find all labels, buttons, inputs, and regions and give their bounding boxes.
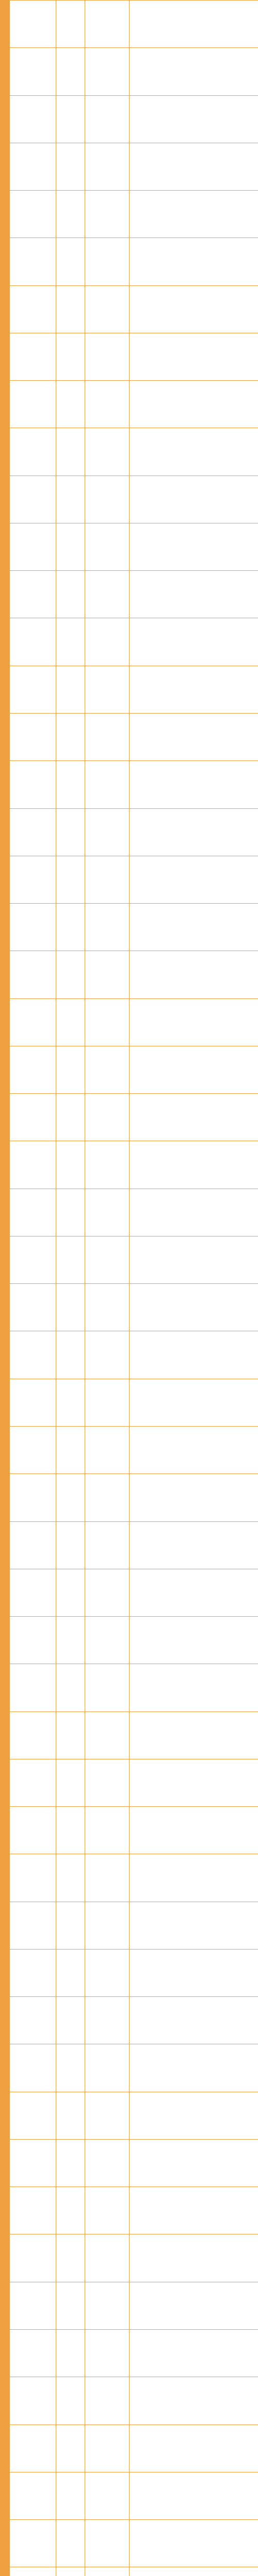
cell-activity-name (10, 1379, 56, 1426)
cell-activity-date (56, 143, 85, 190)
table-row (10, 1711, 258, 1759)
cell-activity-date (56, 713, 85, 760)
cell-activity-description (130, 1711, 258, 1759)
table-row (10, 1141, 258, 1189)
cell-activity-date (56, 1141, 85, 1189)
cell-activity-name (10, 1711, 56, 1759)
cell-activity-name (10, 333, 56, 380)
cell-activity-name (10, 571, 56, 618)
cell-activity-date (56, 1807, 85, 1854)
cell-activity-place (85, 2282, 130, 2329)
cell-activity-name (10, 2092, 56, 2139)
cell-activity-date (56, 2139, 85, 2187)
cell-activity-name (10, 2139, 56, 2187)
cell-activity-name (10, 1141, 56, 1189)
cell-activity-place (85, 1379, 130, 1426)
cell-activity-date (56, 333, 85, 380)
cell-activity-date (56, 191, 85, 238)
cell-activity-place (85, 1617, 130, 1664)
cell-activity-place (85, 1807, 130, 1854)
cell-activity-place (85, 476, 130, 523)
cell-activity-name (10, 1, 56, 48)
table-row (10, 1474, 258, 1521)
activity-table (9, 0, 258, 2576)
cell-activity-description (130, 1, 258, 48)
cell-activity-name (10, 381, 56, 428)
cell-activity-place (85, 2472, 130, 2519)
table-row (10, 476, 258, 523)
table-row (10, 571, 258, 618)
cell-activity-place (85, 1569, 130, 1616)
cell-activity-name (10, 2520, 56, 2567)
cell-activity-name (10, 666, 56, 713)
cell-activity-description (130, 1569, 258, 1616)
table-row (10, 1331, 258, 1379)
cell-activity-date (56, 48, 85, 95)
cell-activity-description (130, 1759, 258, 1806)
table-row (10, 2472, 258, 2519)
cell-activity-date (56, 618, 85, 666)
cell-activity-description (130, 666, 258, 713)
cell-activity-name (10, 1474, 56, 1521)
cell-activity-name (10, 523, 56, 570)
cell-activity-description (130, 1521, 258, 1569)
cell-activity-name (10, 1617, 56, 1664)
cell-activity-description (130, 523, 258, 570)
cell-activity-name (10, 713, 56, 760)
cell-activity-description (130, 285, 258, 333)
cell-activity-description (130, 1284, 258, 1331)
cell-activity-name (10, 618, 56, 666)
cell-activity-description (130, 2425, 258, 2472)
cell-activity-place (85, 2092, 130, 2139)
table-row (10, 2282, 258, 2329)
cell-activity-date (56, 1046, 85, 1093)
cell-activity-date (56, 666, 85, 713)
cell-activity-place (85, 998, 130, 1046)
cell-activity-description (130, 951, 258, 998)
cell-activity-place (85, 1284, 130, 1331)
cell-activity-date (56, 285, 85, 333)
cell-activity-place (85, 2330, 130, 2377)
cell-activity-date (56, 1, 85, 48)
cell-activity-name (10, 2377, 56, 2425)
cell-activity-name (10, 2567, 56, 2576)
cell-activity-name (10, 808, 56, 856)
cell-activity-description (130, 2472, 258, 2519)
cell-activity-description (130, 381, 258, 428)
cell-activity-date (56, 856, 85, 903)
cell-activity-description (130, 428, 258, 476)
cell-activity-name (10, 1569, 56, 1616)
cell-activity-name (10, 1854, 56, 1902)
cell-activity-date (56, 1997, 85, 2044)
cell-activity-name (10, 1521, 56, 1569)
cell-activity-date (56, 2567, 85, 2576)
cell-activity-name (10, 1807, 56, 1854)
cell-activity-place (85, 1854, 130, 1902)
activity-table-container (9, 0, 258, 2576)
table-row (10, 2234, 258, 2282)
cell-activity-place (85, 1141, 130, 1189)
cell-activity-description (130, 1426, 258, 1473)
cell-activity-date (56, 1094, 85, 1141)
cell-activity-description (130, 856, 258, 903)
cell-activity-date (56, 1474, 85, 1521)
cell-activity-place (85, 2425, 130, 2472)
left-accent-stripe (0, 0, 9, 2576)
cell-activity-name (10, 998, 56, 1046)
cell-activity-description (130, 2330, 258, 2377)
cell-activity-date (56, 2425, 85, 2472)
cell-activity-description (130, 2139, 258, 2187)
cell-activity-description (130, 238, 258, 285)
cell-activity-name (10, 476, 56, 523)
cell-activity-place (85, 2520, 130, 2567)
cell-activity-place (85, 1, 130, 48)
cell-activity-description (130, 2282, 258, 2329)
cell-activity-name (10, 2234, 56, 2282)
table-row (10, 1189, 258, 1236)
cell-activity-place (85, 1236, 130, 1283)
cell-activity-date (56, 808, 85, 856)
cell-activity-date (56, 2330, 85, 2377)
cell-activity-description (130, 2044, 258, 2092)
table-row (10, 1902, 258, 1949)
cell-activity-place (85, 381, 130, 428)
cell-activity-name (10, 2472, 56, 2519)
cell-activity-date (56, 1426, 85, 1473)
table-row (10, 238, 258, 285)
table-row (10, 95, 258, 143)
cell-activity-date (56, 571, 85, 618)
cell-activity-name (10, 1189, 56, 1236)
cell-activity-name (10, 1902, 56, 1949)
cell-activity-description (130, 571, 258, 618)
cell-activity-description (130, 2377, 258, 2425)
cell-activity-date (56, 2520, 85, 2567)
cell-activity-place (85, 1094, 130, 1141)
cell-activity-date (56, 2044, 85, 2092)
cell-activity-date (56, 1284, 85, 1331)
cell-activity-date (56, 2187, 85, 2234)
cell-activity-date (56, 998, 85, 1046)
cell-activity-place (85, 1331, 130, 1379)
cell-activity-description (130, 1189, 258, 1236)
table-row (10, 761, 258, 808)
cell-activity-place (85, 1949, 130, 1996)
cell-activity-description (130, 808, 258, 856)
cell-activity-name (10, 1997, 56, 2044)
cell-activity-description (130, 1807, 258, 1854)
table-row (10, 2425, 258, 2472)
cell-activity-place (85, 713, 130, 760)
activity-table-body (10, 1, 258, 2576)
cell-activity-name (10, 856, 56, 903)
table-row (10, 998, 258, 1046)
cell-activity-description (130, 2520, 258, 2567)
cell-activity-name (10, 1046, 56, 1093)
cell-activity-place (85, 238, 130, 285)
cell-activity-place (85, 666, 130, 713)
cell-activity-name (10, 1759, 56, 1806)
table-row (10, 1046, 258, 1093)
cell-activity-name (10, 428, 56, 476)
cell-activity-description (130, 1379, 258, 1426)
cell-activity-description (130, 1094, 258, 1141)
table-row (10, 2139, 258, 2187)
cell-activity-place (85, 523, 130, 570)
cell-activity-place (85, 48, 130, 95)
cell-activity-place (85, 1711, 130, 1759)
table-row (10, 1997, 258, 2044)
cell-activity-description (130, 191, 258, 238)
table-row (10, 1284, 258, 1331)
cell-activity-description (130, 1664, 258, 1711)
cell-activity-description (130, 713, 258, 760)
cell-activity-name (10, 1236, 56, 1283)
cell-activity-name (10, 1331, 56, 1379)
cell-activity-name (10, 1426, 56, 1473)
cell-activity-place (85, 2187, 130, 2234)
cell-activity-description (130, 1331, 258, 1379)
table-row (10, 1854, 258, 1902)
cell-activity-description (130, 1854, 258, 1902)
table-row (10, 1094, 258, 1141)
cell-activity-name (10, 1664, 56, 1711)
cell-activity-place (85, 333, 130, 380)
cell-activity-description (130, 48, 258, 95)
cell-activity-date (56, 1189, 85, 1236)
cell-activity-description (130, 2092, 258, 2139)
cell-activity-name (10, 2330, 56, 2377)
cell-activity-place (85, 571, 130, 618)
cell-activity-description (130, 476, 258, 523)
cell-activity-name (10, 1949, 56, 1996)
cell-activity-place (85, 2044, 130, 2092)
cell-activity-date (56, 1569, 85, 1616)
table-row (10, 2377, 258, 2425)
cell-activity-date (56, 1759, 85, 1806)
cell-activity-name (10, 191, 56, 238)
table-row (10, 1521, 258, 1569)
table-row (10, 808, 258, 856)
table-row (10, 2044, 258, 2092)
cell-activity-place (85, 2139, 130, 2187)
cell-activity-description (130, 618, 258, 666)
table-row (10, 1, 258, 48)
table-row (10, 1569, 258, 1616)
cell-activity-name (10, 285, 56, 333)
cell-activity-place (85, 285, 130, 333)
cell-activity-name (10, 761, 56, 808)
cell-activity-description (130, 1141, 258, 1189)
cell-activity-date (56, 2377, 85, 2425)
cell-activity-description (130, 904, 258, 951)
cell-activity-place (85, 618, 130, 666)
cell-activity-date (56, 238, 85, 285)
table-row (10, 1759, 258, 1806)
cell-activity-description (130, 333, 258, 380)
table-row (10, 1807, 258, 1854)
table-row (10, 1949, 258, 1996)
table-row (10, 618, 258, 666)
cell-activity-date (56, 1902, 85, 1949)
cell-activity-date (56, 951, 85, 998)
table-row (10, 48, 258, 95)
cell-activity-date (56, 1949, 85, 1996)
cell-activity-description (130, 2234, 258, 2282)
table-row (10, 713, 258, 760)
table-row (10, 143, 258, 190)
table-row (10, 2330, 258, 2377)
table-row (10, 1664, 258, 1711)
cell-activity-description (130, 2187, 258, 2234)
cell-activity-place (85, 191, 130, 238)
cell-activity-date (56, 1379, 85, 1426)
cell-activity-name (10, 95, 56, 143)
cell-activity-place (85, 95, 130, 143)
cell-activity-date (56, 1331, 85, 1379)
table-row (10, 2092, 258, 2139)
table-row (10, 1617, 258, 1664)
cell-activity-name (10, 904, 56, 951)
table-row (10, 333, 258, 380)
cell-activity-place (85, 1426, 130, 1473)
cell-activity-place (85, 761, 130, 808)
cell-activity-name (10, 2282, 56, 2329)
table-row (10, 856, 258, 903)
cell-activity-date (56, 761, 85, 808)
table-row (10, 2187, 258, 2234)
cell-activity-date (56, 904, 85, 951)
cell-activity-place (85, 808, 130, 856)
cell-activity-place (85, 2377, 130, 2425)
cell-activity-description (130, 998, 258, 1046)
table-row (10, 904, 258, 951)
cell-activity-date (56, 476, 85, 523)
cell-activity-date (56, 2234, 85, 2282)
cell-activity-place (85, 1189, 130, 1236)
cell-activity-name (10, 2187, 56, 2234)
table-row (10, 2520, 258, 2567)
cell-activity-name (10, 1094, 56, 1141)
cell-activity-place (85, 951, 130, 998)
table-row (10, 1236, 258, 1283)
table-row (10, 666, 258, 713)
cell-activity-description (130, 761, 258, 808)
cell-activity-name (10, 48, 56, 95)
cell-activity-place (85, 1046, 130, 1093)
table-row (10, 428, 258, 476)
cell-activity-place (85, 428, 130, 476)
cell-activity-description (130, 95, 258, 143)
cell-activity-description (130, 1617, 258, 1664)
cell-activity-date (56, 1521, 85, 1569)
cell-activity-date (56, 523, 85, 570)
cell-activity-place (85, 1664, 130, 1711)
cell-activity-place (85, 2567, 130, 2576)
cell-activity-place (85, 1474, 130, 1521)
cell-activity-name (10, 143, 56, 190)
cell-activity-description (130, 1902, 258, 1949)
cell-activity-place (85, 1521, 130, 1569)
cell-activity-place (85, 1997, 130, 2044)
cell-activity-description (130, 1236, 258, 1283)
cell-activity-place (85, 2234, 130, 2282)
cell-activity-date (56, 381, 85, 428)
cell-activity-description (130, 1997, 258, 2044)
cell-activity-date (56, 1711, 85, 1759)
cell-activity-name (10, 238, 56, 285)
cell-activity-date (56, 95, 85, 143)
table-row (10, 1426, 258, 1473)
cell-activity-date (56, 1617, 85, 1664)
cell-activity-place (85, 143, 130, 190)
cell-activity-place (85, 856, 130, 903)
cell-activity-name (10, 1284, 56, 1331)
table-row (10, 951, 258, 998)
cell-activity-place (85, 1759, 130, 1806)
table-row (10, 381, 258, 428)
cell-activity-date (56, 428, 85, 476)
cell-activity-date (56, 2472, 85, 2519)
cell-activity-description (130, 1474, 258, 1521)
cell-activity-description (130, 1046, 258, 1093)
cell-activity-date (56, 2282, 85, 2329)
cell-activity-description (130, 2567, 258, 2576)
table-row (10, 191, 258, 238)
cell-activity-date (56, 1854, 85, 1902)
table-row (10, 1379, 258, 1426)
cell-activity-date (56, 2092, 85, 2139)
cell-activity-description (130, 143, 258, 190)
cell-activity-date (56, 1664, 85, 1711)
table-row (10, 285, 258, 333)
cell-activity-name (10, 2044, 56, 2092)
cell-activity-description (130, 1949, 258, 1996)
table-row (10, 523, 258, 570)
cell-activity-place (85, 1902, 130, 1949)
cell-activity-date (56, 1236, 85, 1283)
table-row (10, 2567, 258, 2576)
cell-activity-name (10, 951, 56, 998)
cell-activity-name (10, 2425, 56, 2472)
cell-activity-place (85, 904, 130, 951)
